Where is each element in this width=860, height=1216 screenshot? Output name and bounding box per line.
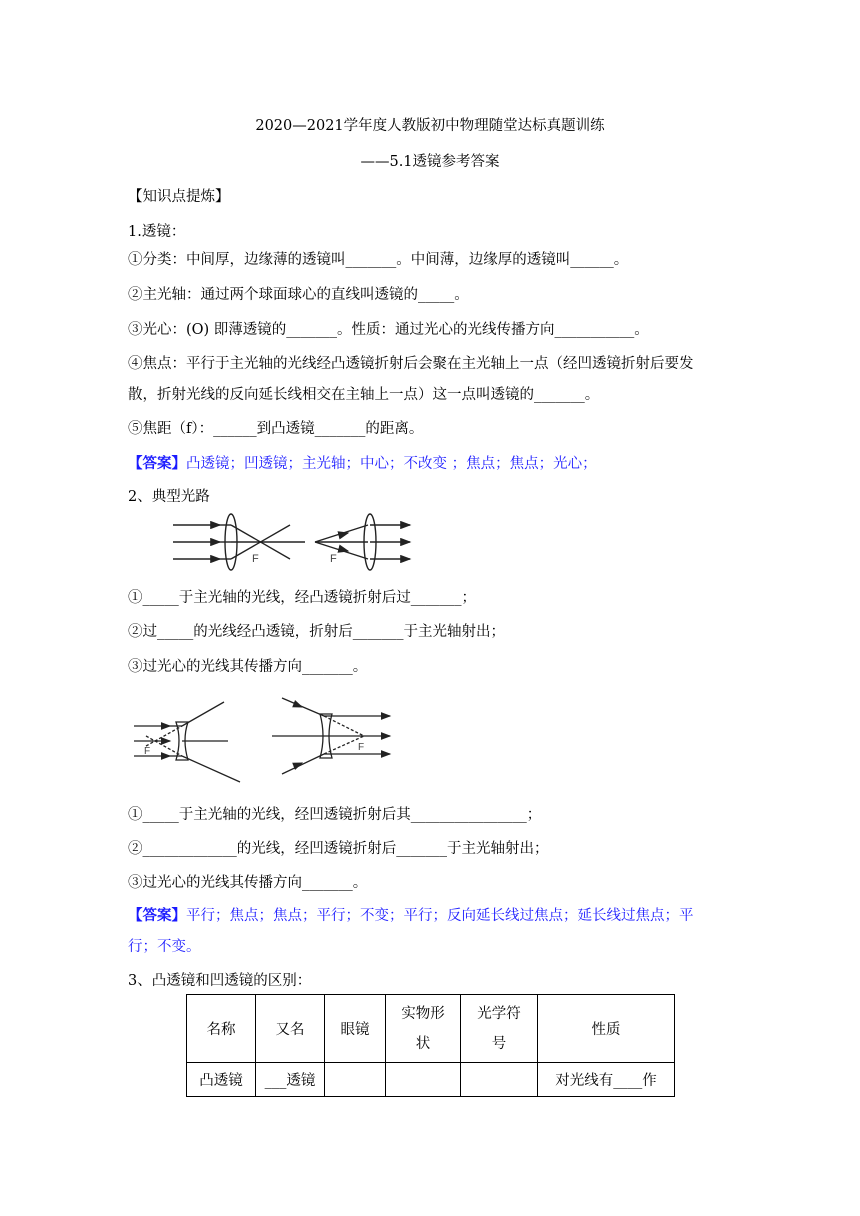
table-header-row (187, 995, 675, 1063)
answer-1-text: 凸透镜；凹透镜；主光轴；中心；不改变 ；焦点；焦点；光心； (186, 456, 597, 472)
convex-ray-2: ②过_____的光线经凸透镜，折射后_______于主光轴射出； (128, 624, 505, 640)
table-row (187, 1063, 675, 1097)
fig1-focus-label-2: F (330, 553, 337, 565)
header-symbol (461, 995, 538, 1063)
lens-comparison-table (186, 994, 675, 1097)
typical-heading: 2、典型光路 (128, 489, 210, 505)
concave-lens-left (134, 702, 240, 782)
header-symbol-line1: 光学符 (477, 1005, 521, 1022)
answer-1 (128, 452, 597, 473)
fig1-focus-label-1: F (252, 553, 259, 565)
lens-heading: 1.透镜： (128, 224, 186, 240)
item-optical-center: ③光心：(O) 即薄透镜的_______。性质：通过光心的光线传播方向___________。 (128, 322, 649, 338)
cell-name: 凸透镜 (187, 1063, 256, 1097)
fig2-focus-label-2: F (358, 742, 365, 753)
convex-lens-left (173, 514, 305, 570)
section-heading: 【知识点提炼】 (128, 189, 230, 205)
item-focus-line2: 散，折射光线的反向延长线相交在主轴上一点）这一点叫透镜的_______。 (128, 387, 600, 403)
answer-2-line1 (128, 904, 694, 925)
concave-ray-2: ②_____________的光线，经凹透镜折射后_______于主光轴射出； (128, 841, 549, 857)
document-subtitle: ——5.1透镜参考答案 (360, 154, 500, 170)
concave-lens-right (272, 698, 390, 774)
concave-ray-1: ①_____于主光轴的光线，经凹透镜折射后其________________； (128, 807, 542, 823)
item-focal-length: ⑤焦距（f）：______到凸透镜_______的距离。 (128, 421, 424, 437)
header-shape-line1: 实物形 (401, 1005, 445, 1022)
convex-ray-3: ③过光心的光线其传播方向_______。 (128, 659, 368, 675)
header-property: 性质 (538, 995, 675, 1063)
header-symbol-line2: 号 (491, 1035, 507, 1052)
concave-ray-3: ③过光心的光线其传播方向_______。 (128, 875, 368, 891)
cell-alias: ___透镜 (256, 1063, 325, 1097)
cell-symbol (461, 1063, 538, 1097)
answer-1-label: 【答案】 (128, 455, 186, 472)
header-shape-line2: 状 (415, 1035, 431, 1052)
difference-heading: 3、凸透镜和凹透镜的区别： (128, 973, 312, 989)
concave-lens-diagram (132, 694, 402, 786)
document-title: 2020—2021学年度人教版初中物理随堂达标真题训练 (255, 118, 605, 134)
cell-property: 对光线有____作 (538, 1063, 675, 1097)
header-glasses: 眼镜 (325, 995, 386, 1063)
answer-2-text-a: 平行；焦点；焦点；平行；不变；平行；反向延长线过焦点；延长线过焦点；平 (186, 908, 694, 924)
convex-ray-1: ①_____于主光轴的光线，经凸透镜折射后过_______； (128, 590, 476, 606)
fig2-focus-label-1: F (144, 746, 151, 757)
header-name: 名称 (187, 995, 256, 1063)
header-shape (386, 995, 461, 1063)
answer-2-line2: 行；不变。 (128, 939, 201, 955)
item-principal-axis: ②主光轴：通过两个球面球心的直线叫透镜的_____。 (128, 287, 469, 303)
header-alias: 又名 (256, 995, 325, 1063)
answer-2-label: 【答案】 (128, 907, 186, 924)
convex-lens-diagram (170, 512, 420, 572)
cell-shape (386, 1063, 461, 1097)
item-focus-line1: ④焦点：平行于主光轴的光线经凸透镜折射后会聚在主光轴上一点（经凹透镜折射后要发 (128, 356, 694, 372)
item-classification: ①分类：中间厚，边缘薄的透镜叫_______。中间薄，边缘厚的透镜叫______。 (128, 252, 629, 268)
cell-glasses (325, 1063, 386, 1097)
